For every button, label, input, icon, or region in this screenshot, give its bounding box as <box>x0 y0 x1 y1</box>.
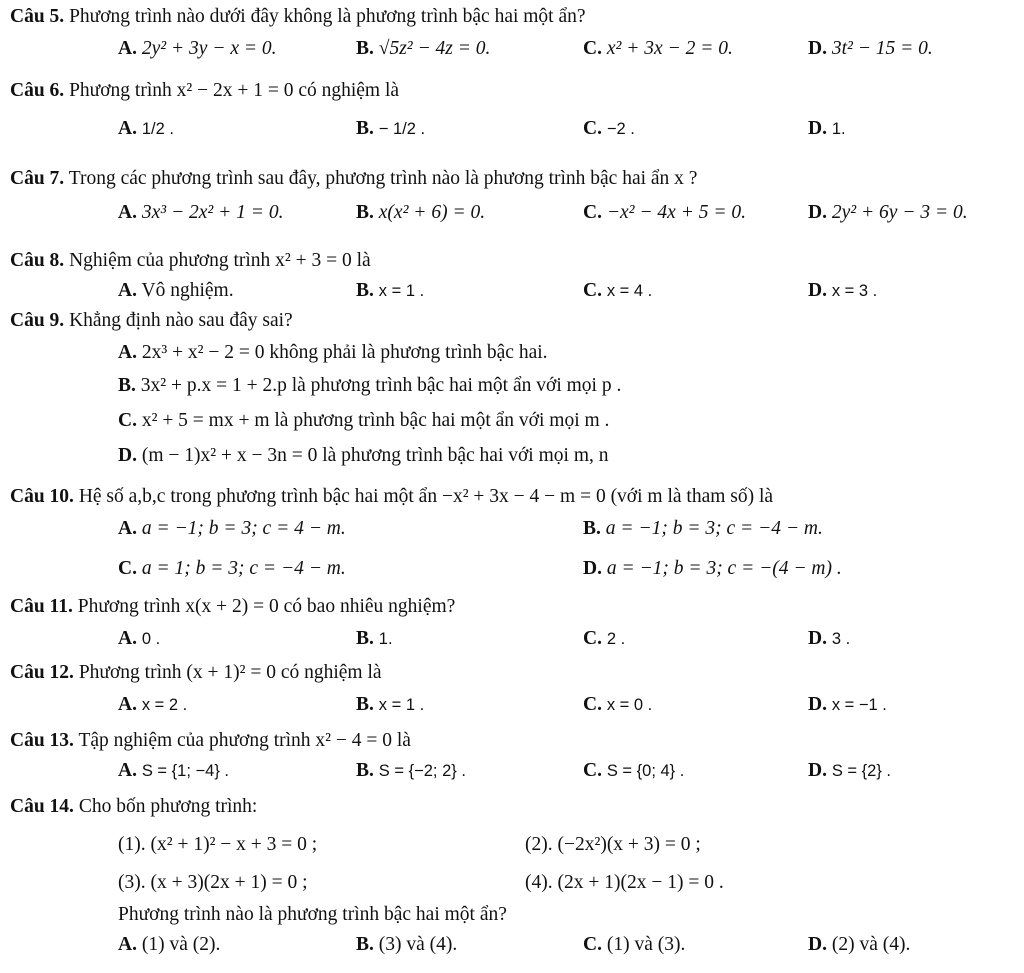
option-b[interactable]: B. − 1/2 . <box>356 118 426 139</box>
option-d[interactable]: D. (m − 1)x² + x − 3n = 0 là phương trình bậc hai với mọi m, n <box>118 445 609 466</box>
option-b[interactable]: B. x(x² + 6) = 0. <box>356 202 486 223</box>
question-text: Khẳng định nào sau đây sai? <box>69 310 293 331</box>
question-number: Câu 13. <box>10 730 74 751</box>
option-c[interactable]: C. x = 0 . <box>583 694 653 715</box>
option-b[interactable]: B. 1. <box>356 628 393 649</box>
equation-1: (1). (x² + 1)² − x + 3 = 0 ; <box>118 834 318 855</box>
question-text: Phương trình x² − 2x + 1 = 0 có nghiệm là <box>69 80 400 101</box>
question-11 <box>10 596 1024 618</box>
option-a[interactable]: A. 3x³ − 2x² + 1 = 0. <box>118 202 284 223</box>
question-10 <box>10 486 1024 508</box>
option-c[interactable]: C. 2 . <box>583 628 626 649</box>
option-b[interactable]: B. x = 1 . <box>356 280 425 301</box>
option-a[interactable]: A. (1) và (2). <box>118 934 221 955</box>
option-c[interactable]: C. −2 . <box>583 118 635 139</box>
option-d[interactable]: D. (2) và (4). <box>808 934 911 955</box>
option-d[interactable]: D. 3 . <box>808 628 851 649</box>
option-b[interactable]: B. a = −1; b = 3; c = −4 − m. <box>583 518 823 539</box>
question-number: Câu 10. <box>10 486 74 507</box>
option-d[interactable]: D. x = 3 . <box>808 280 878 301</box>
question-14 <box>10 796 1024 818</box>
question-text: Tập nghiệm của phương trình x² − 4 = 0 là <box>78 730 411 751</box>
option-b[interactable]: B. √5z² − 4z = 0. <box>356 38 491 59</box>
question-prompt: Phương trình nào là phương trình bậc hai một ẩn? <box>118 904 507 925</box>
question-text: Phương trình nào dưới đây không là phương trình bậc hai một ẩn? <box>69 6 586 27</box>
question-6 <box>10 80 1024 102</box>
question-number: Câu 7. <box>10 168 65 189</box>
option-a[interactable]: A. 2x³ + x² − 2 = 0 không phải là phương trình bậc hai. <box>118 342 548 363</box>
question-12 <box>10 662 1024 684</box>
question-number: Câu 11. <box>10 596 73 617</box>
question-text: Phương trình (x + 1)² = 0 có nghiệm là <box>78 662 382 683</box>
option-a[interactable]: A. x = 2 . <box>118 694 188 715</box>
equation-2: (2). (−2x²)(x + 3) = 0 ; <box>525 834 701 855</box>
question-8 <box>10 250 1024 272</box>
question-5 <box>10 6 1024 28</box>
equation-4: (4). (2x + 1)(2x − 1) = 0 . <box>525 872 724 893</box>
equation-3: (3). (x + 3)(2x + 1) = 0 ; <box>118 872 308 893</box>
option-c[interactable]: C. x² + 5 = mx + m là phương trình bậc hai một ẩn với mọi m . <box>118 410 610 431</box>
option-d[interactable]: D. 2y² + 6y − 3 = 0. <box>808 202 968 223</box>
option-d[interactable]: D. a = −1; b = 3; c = −(4 − m) . <box>583 558 842 579</box>
option-d[interactable]: D. 1. <box>808 118 846 139</box>
option-a[interactable]: A. Vô nghiệm. <box>118 280 234 301</box>
option-b[interactable]: B. 3x² + p.x = 1 + 2.p là phương trình bậc hai một ẩn với mọi p . <box>118 375 622 396</box>
question-number: Câu 8. <box>10 250 65 271</box>
question-number: Câu 5. <box>10 6 65 27</box>
option-c[interactable]: C. S = {0; 4} . <box>583 760 685 781</box>
question-number: Câu 9. <box>10 310 65 331</box>
question-9 <box>10 310 1024 332</box>
question-text: Cho bốn phương trình: <box>78 796 258 817</box>
question-number: Câu 6. <box>10 80 65 101</box>
question-text: Phương trình x(x + 2) = 0 có bao nhiêu nghiệm? <box>77 596 456 617</box>
option-c[interactable]: C. x² + 3x − 2 = 0. <box>583 38 733 59</box>
question-text: Nghiệm của phương trình x² + 3 = 0 là <box>69 250 371 271</box>
question-13 <box>10 730 1024 752</box>
option-a[interactable]: A. 0 . <box>118 628 161 649</box>
option-b[interactable]: B. (3) và (4). <box>356 934 458 955</box>
option-c[interactable]: C. a = 1; b = 3; c = −4 − m. <box>118 558 346 579</box>
option-b[interactable]: B. x = 1 . <box>356 694 425 715</box>
option-d[interactable]: D. S = {2} . <box>808 760 892 781</box>
option-a[interactable]: A. S = {1; −4} . <box>118 760 230 781</box>
question-number: Câu 14. <box>10 796 74 817</box>
question-number: Câu 12. <box>10 662 74 683</box>
question-text: Trong các phương trình sau đây, phương trình nào là phương trình bậc hai ẩn x ? <box>68 168 698 189</box>
option-c[interactable]: C. (1) và (3). <box>583 934 686 955</box>
question-7 <box>10 168 1024 190</box>
option-a[interactable]: A. a = −1; b = 3; c = 4 − m. <box>118 518 346 539</box>
option-c[interactable]: C. −x² − 4x + 5 = 0. <box>583 202 747 223</box>
option-b[interactable]: B. S = {−2; 2} . <box>356 760 466 781</box>
option-d[interactable]: D. 3t² − 15 = 0. <box>808 38 933 59</box>
option-d[interactable]: D. x = −1 . <box>808 694 887 715</box>
option-c[interactable]: C. x = 4 . <box>583 280 653 301</box>
question-text: Hệ số a,b,c trong phương trình bậc hai một ẩn −x² + 3x − 4 − m = 0 (với m là tham số) là <box>78 486 774 507</box>
option-a[interactable]: A. 1/2 . <box>118 118 174 139</box>
option-a[interactable]: A. 2y² + 3y − x = 0. <box>118 38 277 59</box>
